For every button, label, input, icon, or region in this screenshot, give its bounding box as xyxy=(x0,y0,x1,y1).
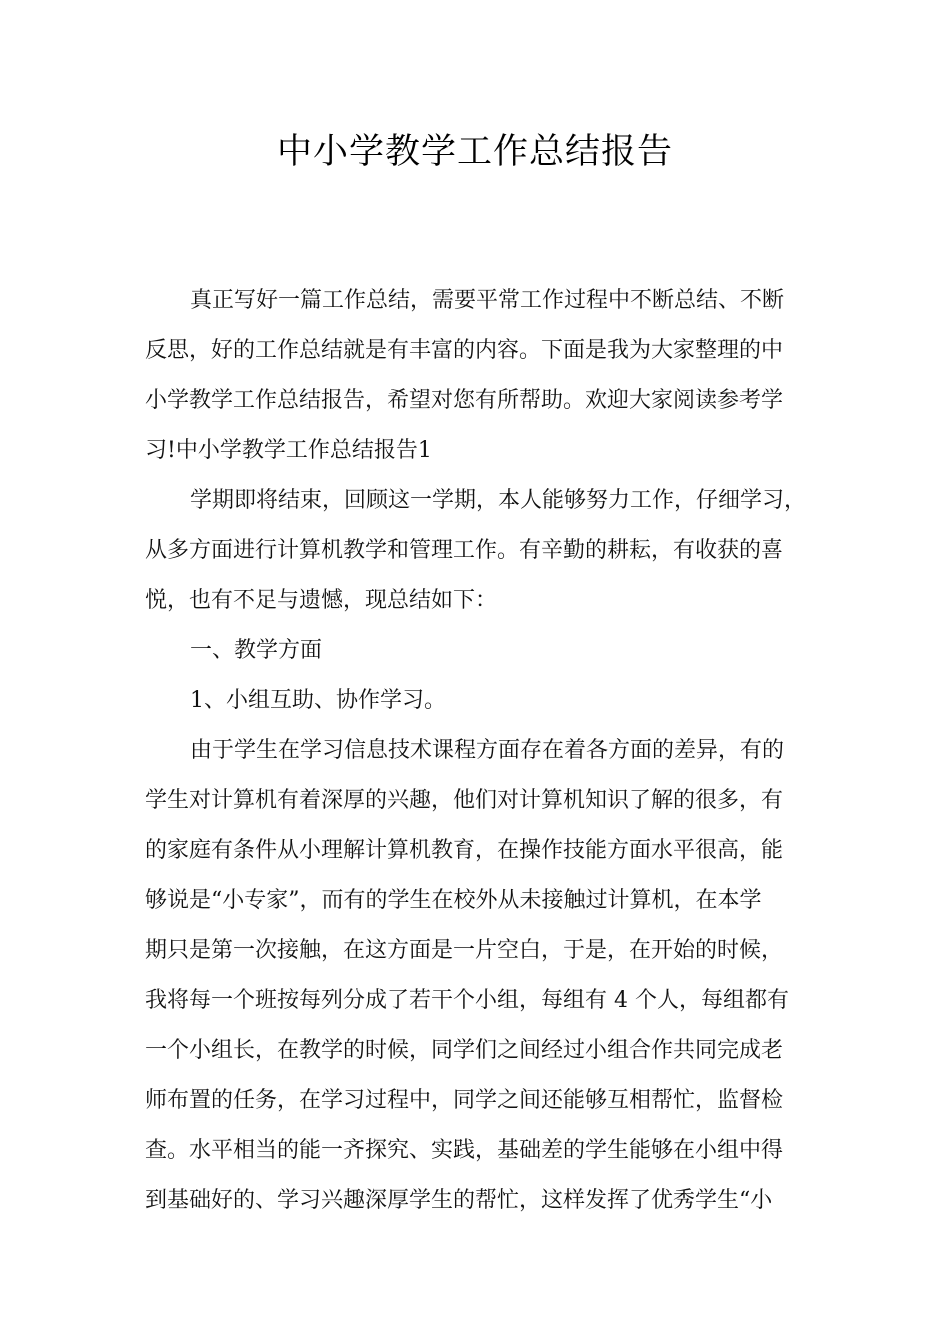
paragraph-line: 的家庭有条件从小理解计算机教育，在操作技能方面水平很高，能 xyxy=(145,838,784,863)
paragraph-line: 小学教学工作总结报告，希望对您有所帮助。欢迎大家阅读参考学 xyxy=(145,388,784,413)
subsection-heading: 1、小组互助、协作学习。 xyxy=(190,688,446,713)
section-heading: 一、教学方面 xyxy=(190,638,323,663)
paragraph-line: 习!中小学教学工作总结报告1 xyxy=(145,438,432,463)
paragraph-line: 学期即将结束，回顾这一学期，本人能够努力工作，仔细学习， xyxy=(190,488,807,513)
paragraph-line: 真正写好一篇工作总结，需要平常工作过程中不断总结、不断 xyxy=(190,288,785,313)
paragraph-line: 查。水平相当的能一齐探究、实践，基础差的学生能够在小组中得 xyxy=(145,1138,784,1163)
paragraph-line: 从多方面进行计算机教学和管理工作。有辛勤的耕耘，有收获的喜 xyxy=(145,538,784,563)
paragraph-line: 反思，好的工作总结就是有丰富的内容。下面是我为大家整理的中 xyxy=(145,338,784,363)
paragraph-line: 学生对计算机有着深厚的兴趣，他们对计算机知识了解的很多，有 xyxy=(145,788,784,813)
paragraph-line: 一个小组长，在教学的时候，同学们之间经过小组合作共同完成老 xyxy=(145,1038,784,1063)
paragraph-line: 到基础好的、学习兴趣深厚学生的帮忙，这样发挥了优秀学生“小 xyxy=(145,1188,773,1213)
paragraph-line: 悦，也有不足与遗憾，现总结如下： xyxy=(145,588,498,613)
paragraph-line: 期只是第一次接触，在这方面是一片空白，于是，在开始的时候， xyxy=(145,938,784,963)
paragraph-line: 够说是“小专家”，而有的学生在校外从未接触过计算机，在本学 xyxy=(145,888,762,913)
document-title: 中小学教学工作总结报告 xyxy=(276,132,673,172)
paragraph-line: 师布置的任务，在学习过程中，同学之间还能够互相帮忙，监督检 xyxy=(145,1088,784,1113)
paragraph-line: 由于学生在学习信息技术课程方面存在着各方面的差异，有的 xyxy=(190,738,785,763)
paragraph-line: 我将每一个班按每列分成了若干个小组，每组有 4 个人，每组都有 xyxy=(145,988,789,1013)
